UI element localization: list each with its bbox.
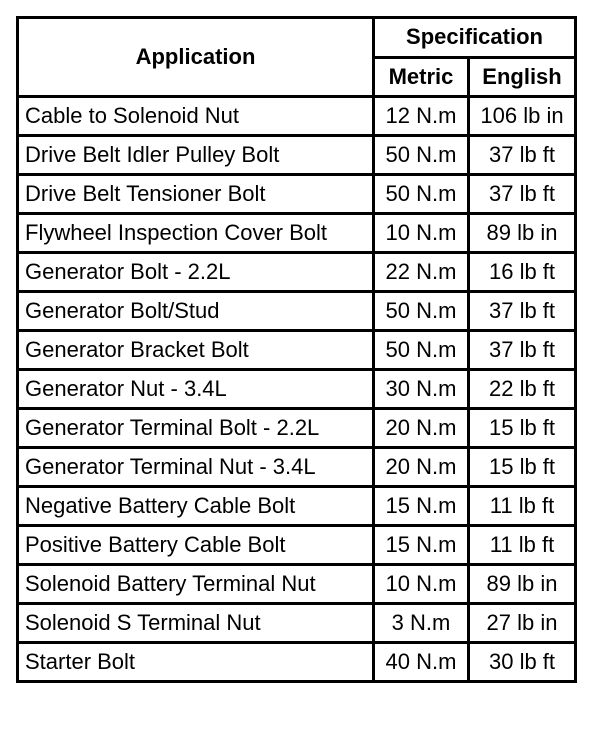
table-row — [18, 97, 576, 136]
metric-cell: 3 N.m — [374, 604, 469, 643]
application-cell: Cable to Solenoid Nut — [18, 97, 374, 136]
english-cell: 89 lb in — [469, 214, 576, 253]
english-cell: 37 lb ft — [469, 136, 576, 175]
english-cell: 15 lb ft — [469, 448, 576, 487]
table-row — [18, 175, 576, 214]
application-cell: Drive Belt Idler Pulley Bolt — [18, 136, 374, 175]
application-cell: Positive Battery Cable Bolt — [18, 526, 374, 565]
metric-cell: 20 N.m — [374, 409, 469, 448]
english-cell: 106 lb in — [469, 97, 576, 136]
metric-cell: 22 N.m — [374, 253, 469, 292]
metric-cell: 50 N.m — [374, 136, 469, 175]
metric-cell: 10 N.m — [374, 565, 469, 604]
table-row — [18, 409, 576, 448]
application-cell: Generator Terminal Bolt - 2.2L — [18, 409, 374, 448]
table-row — [18, 292, 576, 331]
english-cell: 30 lb ft — [469, 643, 576, 682]
metric-cell: 40 N.m — [374, 643, 469, 682]
metric-cell: 12 N.m — [374, 97, 469, 136]
application-cell: Generator Bolt/Stud — [18, 292, 374, 331]
table-row — [18, 331, 576, 370]
table-row — [18, 604, 576, 643]
header-row-top — [18, 18, 576, 58]
english-cell: 11 lb ft — [469, 487, 576, 526]
specification-header: Specification — [374, 18, 576, 58]
english-cell: 37 lb ft — [469, 331, 576, 370]
english-cell: 37 lb ft — [469, 292, 576, 331]
table-row — [18, 370, 576, 409]
english-cell: 27 lb in — [469, 604, 576, 643]
english-cell: 15 lb ft — [469, 409, 576, 448]
english-cell: 16 lb ft — [469, 253, 576, 292]
english-cell: 22 lb ft — [469, 370, 576, 409]
metric-cell: 50 N.m — [374, 292, 469, 331]
metric-cell: 30 N.m — [374, 370, 469, 409]
metric-cell: 15 N.m — [374, 487, 469, 526]
application-cell: Generator Bolt - 2.2L — [18, 253, 374, 292]
english-cell: 89 lb in — [469, 565, 576, 604]
application-cell: Negative Battery Cable Bolt — [18, 487, 374, 526]
application-cell: Solenoid S Terminal Nut — [18, 604, 374, 643]
metric-cell: 15 N.m — [374, 526, 469, 565]
metric-cell: 20 N.m — [374, 448, 469, 487]
application-cell: Generator Bracket Bolt — [18, 331, 374, 370]
table-row — [18, 253, 576, 292]
english-header: English — [469, 57, 576, 97]
application-cell: Starter Bolt — [18, 643, 374, 682]
english-cell: 37 lb ft — [469, 175, 576, 214]
table-row — [18, 487, 576, 526]
table-row — [18, 214, 576, 253]
application-cell: Generator Terminal Nut - 3.4L — [18, 448, 374, 487]
english-cell: 11 lb ft — [469, 526, 576, 565]
table-row — [18, 565, 576, 604]
table-row — [18, 136, 576, 175]
metric-header: Metric — [374, 57, 469, 97]
metric-cell: 10 N.m — [374, 214, 469, 253]
metric-cell: 50 N.m — [374, 175, 469, 214]
application-cell: Solenoid Battery Terminal Nut — [18, 565, 374, 604]
table-body — [18, 97, 576, 682]
table-row — [18, 448, 576, 487]
application-header: Application — [18, 18, 374, 97]
specification-table — [16, 16, 577, 683]
table-row — [18, 526, 576, 565]
application-cell: Drive Belt Tensioner Bolt — [18, 175, 374, 214]
metric-cell: 50 N.m — [374, 331, 469, 370]
application-cell: Flywheel Inspection Cover Bolt — [18, 214, 374, 253]
application-cell: Generator Nut - 3.4L — [18, 370, 374, 409]
table-row — [18, 643, 576, 682]
